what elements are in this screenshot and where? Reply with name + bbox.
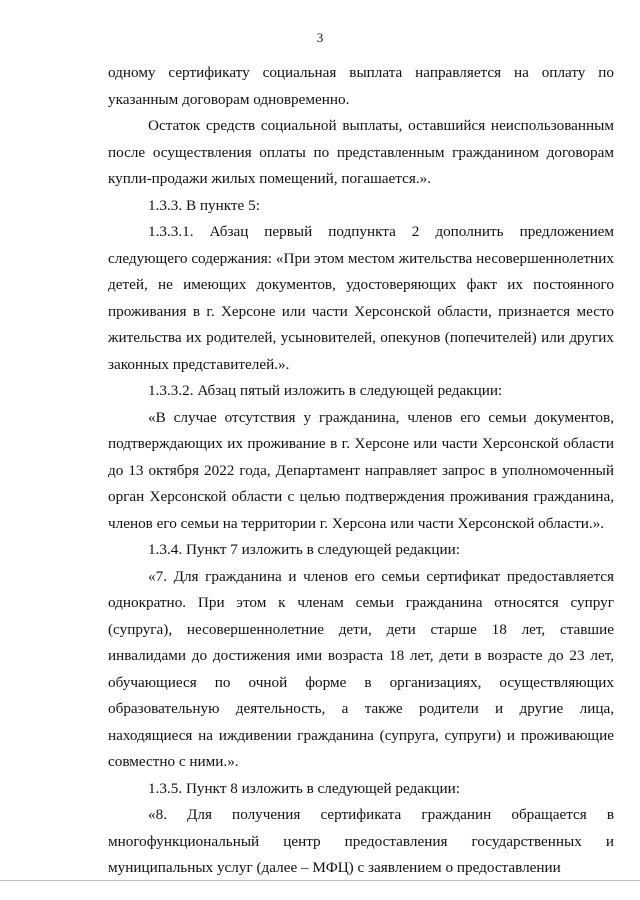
document-body — [108, 60, 614, 882]
paragraph: «8. Для получения сертификата гражданин обращается в многофункциональный центр предоставления государственных и муниципальных услуг (далее – МФЦ) с заявлением о предоставлении — [108, 806, 614, 876]
page-number: 3 — [316, 30, 324, 45]
paragraph: 1.3.3.2. Абзац пятый изложить в следующей редакции: — [148, 382, 503, 399]
paragraph: «7. Для гражданина и членов его семьи сертификат предоставляется однократно. При этом к членам семьи гражданина относятся супруг (супруга), несовершеннолетние дети, дети старше 18 лет, ставшие инвалидами до достижения ими возраста 18 лет, дети в возрасте до 23 лет, обучающиеся по очной форме в организациях, осуществляющих образовательную деятельность, а также родители и другие лица, находящиеся на иждивении гражданина (супруга, супруги) и проживающие совместно с ними.». — [108, 567, 614, 770]
paragraph: 1.3.3.1. Абзац первый подпункта 2 дополнить предложением следующего содержания: «При этом местом жительства несовершеннолетних детей, не имеющих документов, удостоверяющих факт их постоянного проживания в г. Херсоне или части Херсонской области, признается место жительства их родителей, усыновителей, опекунов (попечителей) или других законных представителей.». — [108, 223, 614, 373]
paragraph: 1.3.5. Пункт 8 изложить в следующей редакции: — [148, 779, 461, 797]
page-bottom-divider — [0, 880, 640, 881]
paragraph: Остаток средств социальной выплаты, оставшийся неиспользованным после осуществления оплаты по представленным гражданином договорам купли-продажи жилых помещений, погашается.». — [108, 117, 614, 187]
paragraph: 1.3.4. Пункт 7 изложить в следующей редакции: — [148, 541, 461, 558]
paragraph: «В случае отсутствия у гражданина, членов его семьи документов, подтверждающих их проживание в г. Херсоне или части Херсонской области до 13 октября 2022 года, Департамент направляет запрос в уполномоченный орган Херсонской области с целью подтверждения проживания гражданина, членов его семьи на территории г. Херсона или части Херсонской области.». — [108, 408, 614, 532]
paragraph: 1.3.3. В пункте 5: — [148, 196, 260, 214]
paragraph: одному сертификату социальная выплата направляется на оплату по указанным договорам одновременно. — [108, 64, 614, 108]
